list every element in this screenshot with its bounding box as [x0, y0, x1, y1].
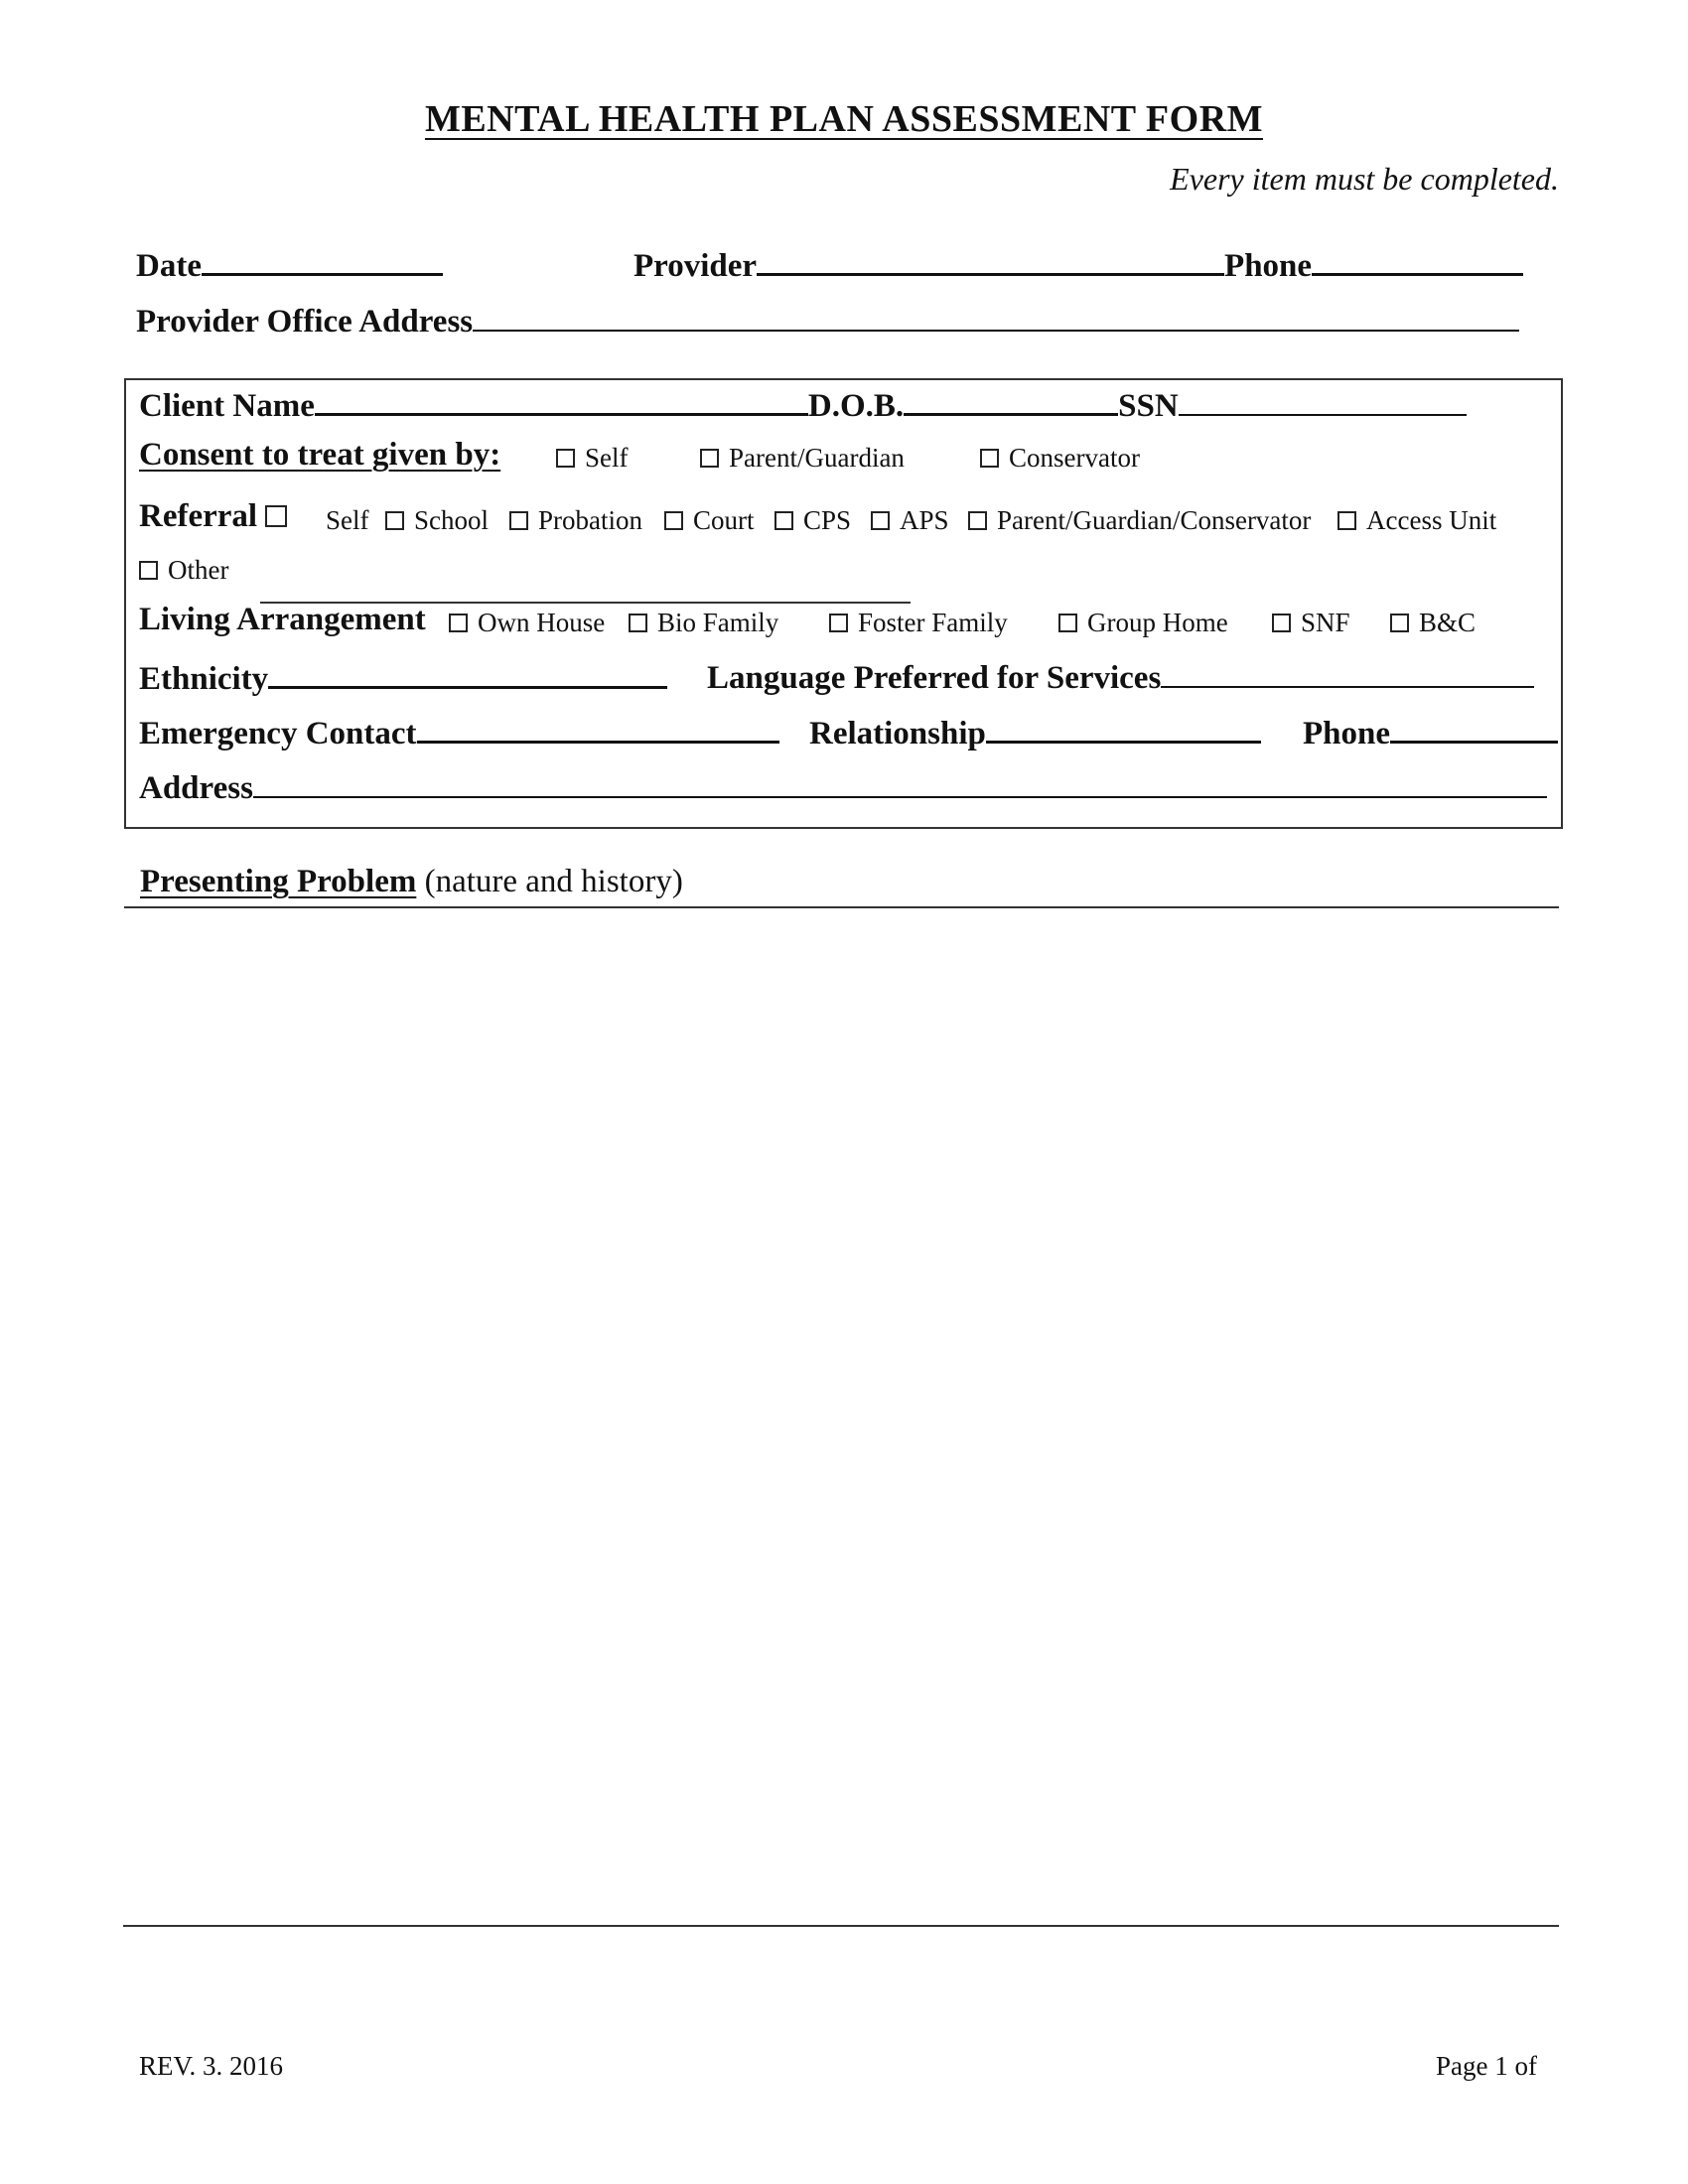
- consent-option-self[interactable]: Self: [556, 443, 629, 474]
- emergency-contact-input[interactable]: [417, 711, 779, 744]
- presenting-problem-top-rule: [124, 906, 1559, 908]
- presenting-problem-heading: [140, 864, 683, 900]
- checkbox-icon[interactable]: [509, 511, 528, 530]
- provider-label: Provider: [633, 248, 758, 284]
- living-option-snf[interactable]: SNF: [1272, 608, 1350, 638]
- checkbox-icon[interactable]: [449, 614, 468, 632]
- language-input[interactable]: [1161, 656, 1534, 688]
- ethnicity-label: Ethnicity: [139, 661, 269, 697]
- checkbox-icon[interactable]: [265, 505, 287, 527]
- referral-option-school[interactable]: School: [385, 505, 489, 536]
- presenting-problem-area[interactable]: [124, 909, 1559, 1922]
- checkbox-icon[interactable]: [700, 449, 719, 468]
- living-option-bio-family[interactable]: Bio Family: [629, 608, 778, 638]
- checkbox-icon[interactable]: [774, 511, 793, 530]
- office-address-label: Provider Office Address: [136, 304, 474, 340]
- referral-option-cps[interactable]: CPS: [774, 505, 851, 536]
- consent-label: Consent to treat given by:: [139, 437, 501, 473]
- language-label: Language Preferred for Services: [707, 660, 1162, 696]
- office-address-field: [136, 300, 1519, 341]
- date-field: [136, 243, 443, 285]
- consent-option-conservator[interactable]: Conservator: [980, 443, 1140, 474]
- revision-text: REV. 3. 2016: [139, 2051, 284, 2081]
- checkbox-icon[interactable]: [980, 449, 999, 468]
- checkbox-icon[interactable]: [968, 511, 987, 530]
- provider-field: [633, 243, 1523, 285]
- living-option-group-home[interactable]: Group Home: [1058, 608, 1228, 638]
- relationship-input[interactable]: [986, 711, 1261, 744]
- referral-option-access-unit[interactable]: Access Unit: [1337, 505, 1496, 536]
- dob-label: D.O.B.: [807, 388, 905, 424]
- provider-input[interactable]: [757, 243, 1224, 276]
- living-arrangement-label: Living Arrangement: [139, 602, 426, 637]
- office-address-input[interactable]: [473, 300, 1519, 332]
- living-option-own-house[interactable]: Own House: [449, 608, 605, 638]
- checkbox-icon[interactable]: [1058, 614, 1077, 632]
- checkbox-icon[interactable]: [556, 449, 575, 468]
- emergency-phone-field: [1303, 711, 1558, 752]
- date-label: Date: [136, 248, 202, 284]
- checkbox-icon[interactable]: [829, 614, 848, 632]
- presenting-problem-note: (nature and history): [424, 864, 683, 899]
- ssn-input[interactable]: [1179, 384, 1467, 416]
- checkbox-icon[interactable]: [1337, 511, 1356, 530]
- checkbox-icon[interactable]: [1272, 614, 1291, 632]
- page-number: Page 1 of: [1436, 2051, 1537, 2081]
- ethnicity-field: [139, 656, 667, 698]
- referral-option-self[interactable]: Self: [326, 505, 369, 535]
- referral-option-aps[interactable]: APS: [871, 505, 949, 536]
- date-input[interactable]: [202, 243, 443, 276]
- emergency-contact-label: Emergency Contact: [139, 716, 417, 751]
- emergency-phone-input[interactable]: [1390, 711, 1558, 744]
- living-option-foster-family[interactable]: Foster Family: [829, 608, 1008, 638]
- client-name-row: [139, 383, 1467, 425]
- client-address-label: Address: [139, 770, 253, 806]
- referral-option-parent-guardian-conservator[interactable]: Parent/Guardian/Conservator: [968, 505, 1311, 536]
- emergency-contact-field: [139, 711, 779, 752]
- presenting-problem-label: Presenting Problem: [140, 864, 417, 899]
- relationship-field: [809, 711, 1261, 752]
- form-title: MENTAL HEALTH PLAN ASSESSMENT FORM: [424, 98, 1264, 140]
- referral-option-court[interactable]: Court: [664, 505, 755, 536]
- checkbox-icon[interactable]: [871, 511, 890, 530]
- living-option-b-and-c[interactable]: B&C: [1390, 608, 1476, 638]
- client-name-input[interactable]: [315, 383, 808, 416]
- client-address-field: [139, 766, 1547, 807]
- ethnicity-input[interactable]: [268, 656, 667, 689]
- emergency-phone-label: Phone: [1303, 716, 1391, 751]
- checkbox-icon[interactable]: [629, 614, 647, 632]
- consent-option-parent-guardian[interactable]: Parent/Guardian: [700, 443, 905, 474]
- checkbox-icon[interactable]: [385, 511, 404, 530]
- language-field: [707, 656, 1534, 697]
- relationship-label: Relationship: [809, 716, 986, 751]
- dob-input[interactable]: [904, 383, 1118, 416]
- checkbox-icon[interactable]: [139, 561, 158, 580]
- referral-option-probation[interactable]: Probation: [509, 505, 642, 536]
- instruction-text: Every item must be completed.: [1170, 161, 1559, 197]
- referral-option-other[interactable]: Other: [139, 555, 228, 586]
- ssn-label: SSN: [1118, 388, 1179, 424]
- provider-phone-label: Phone: [1224, 248, 1313, 284]
- client-name-label: Client Name: [139, 388, 315, 424]
- referral-label: Referral: [139, 498, 297, 535]
- provider-phone-input[interactable]: [1312, 243, 1523, 276]
- client-address-input[interactable]: [253, 766, 1547, 798]
- checkbox-icon[interactable]: [664, 511, 683, 530]
- presenting-problem-bottom-rule: [123, 1925, 1559, 1927]
- checkbox-icon[interactable]: [1390, 614, 1409, 632]
